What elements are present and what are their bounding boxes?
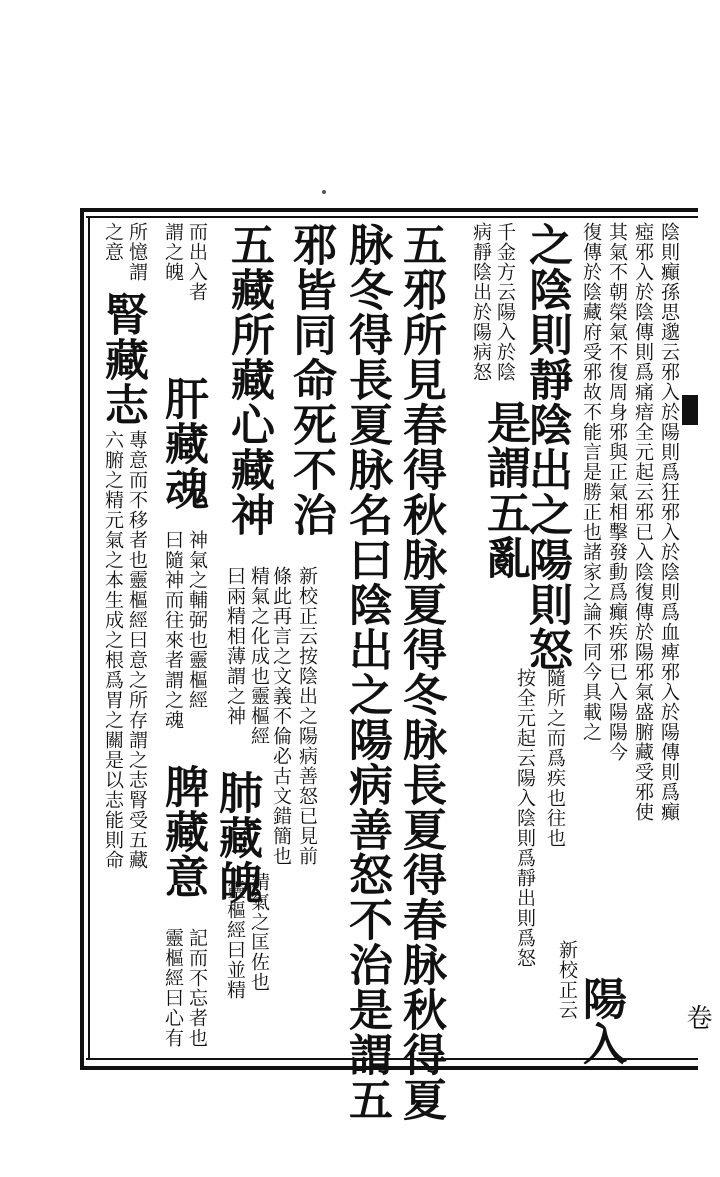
fish-tail-mark	[682, 395, 698, 425]
text-column: 復傳於陰藏府受邪故不能言是勝正也諸家之論不同今具載之	[580, 222, 602, 742]
text-column: 精氣之化成也靈樞經	[248, 566, 270, 746]
text-column: 曰隨神而往來者謂之魂	[162, 530, 184, 730]
text-column-main: 腎藏志	[97, 292, 148, 427]
text-column: 其氣不朝榮氣不復周身邪與正氣相擊發動爲癲疾邪已入陽陽今	[606, 222, 628, 762]
ink-speck	[322, 190, 326, 194]
text-column: 靈樞經曰並精	[224, 880, 246, 1000]
text-column: 新校正云按陰出之陽病善怒已見前	[296, 566, 318, 866]
text-column: 而出入者	[186, 222, 208, 302]
text-column: 六腑之精元氣之本生成之根爲胃之關是以志能則命	[102, 430, 124, 870]
text-column: 條此再言之文義不倫必古文錯簡也	[270, 566, 292, 866]
text-column-main: 脾藏意	[157, 764, 208, 899]
text-column: 隨所之而爲疾也往也	[544, 668, 566, 848]
inner-rule-top	[86, 216, 698, 218]
text-column: 精氣之匡佐也	[248, 872, 270, 992]
page-edge-glyph: 卷	[682, 1004, 712, 1030]
text-column: 謂之魄	[162, 222, 184, 282]
text-column: 陰則癲孫思邈云邪入於陽則爲狂邪入於陰則爲血痺邪入於陽傳則爲癲	[658, 222, 680, 822]
text-column: 靈樞經曰心有	[162, 928, 184, 1048]
text-column-main: 脉冬得長夏脉名曰陰出之陽病善怒不治是謂五	[341, 222, 392, 1122]
text-column: 記而不忘者也	[186, 928, 208, 1048]
text-column: 專意而不移者也靈樞經曰意之所存謂之志腎受五藏	[126, 430, 148, 870]
text-column-main: 邪皆同命死不治	[285, 222, 336, 537]
text-column: 之意	[102, 222, 124, 262]
text-column-main: 是謂五亂	[479, 400, 530, 580]
text-column-main: 五邪所見春得秋脉夏得冬脉長夏得春脉秋得夏	[395, 222, 446, 1122]
text-column: 所憶謂	[126, 222, 148, 282]
text-column: 千金方云陽入於陰	[494, 222, 516, 382]
text-column-main: 肝藏魂	[157, 376, 208, 511]
text-column-main: 之陰則靜陰出之陽則怒	[521, 222, 572, 672]
text-column: 病靜陰出於陽病怒	[470, 222, 492, 382]
text-column-main: 陽入	[575, 976, 626, 1066]
text-column-main: 肺藏魄	[211, 770, 262, 905]
inner-rule-left	[88, 216, 90, 1060]
text-column: 神氣之輔弼也靈樞經	[186, 530, 208, 710]
text-column: 按全元起云陽入陰則爲靜出則爲怒	[514, 668, 536, 968]
text-column: 曰兩精相薄謂之神	[224, 566, 246, 726]
text-column-main: 五藏所藏心藏神	[223, 222, 274, 537]
text-column: 瘂邪入於陰傳則爲痛瘖全元起云邪已入陰復傳於陽邪氣盛腑藏受邪使	[632, 222, 654, 822]
text-column: 新校正云	[556, 940, 578, 1020]
